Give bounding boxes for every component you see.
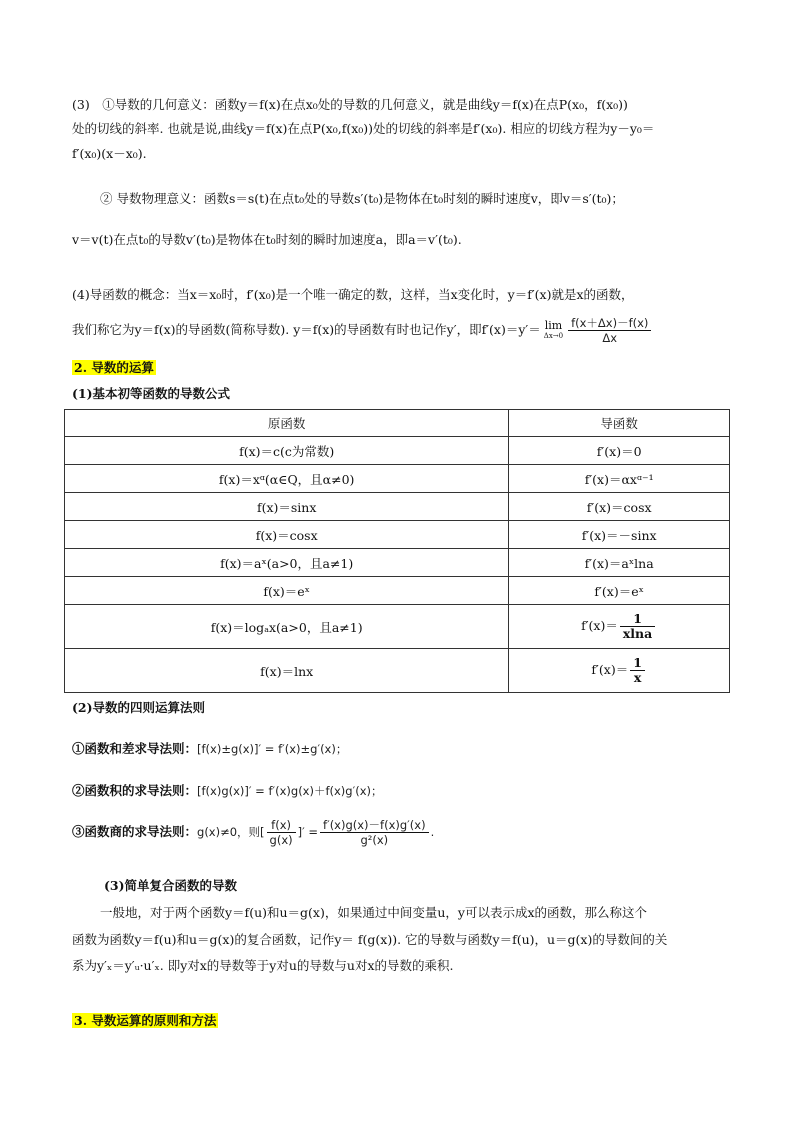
section3-line2: 处的切线的斜率. 也就是说,曲线y＝f(x)在点P(x₀,f(x₀))处的切线的斜率是f′(x₀). 相应的切线方程为y－y₀＝ bbox=[72, 121, 655, 136]
table-cell-derivative-prefix: f′(x)＝ bbox=[591, 662, 629, 677]
table-row bbox=[65, 493, 730, 521]
fraction-numerator: f(x) bbox=[267, 818, 296, 833]
quotient-right-fraction bbox=[320, 818, 429, 847]
section3-line3: f′(x₀)(x－x₀). bbox=[72, 146, 147, 161]
fraction-denominator: x bbox=[633, 670, 642, 685]
table-cell-original: f(x)＝xᵅ(α∈Q，且α≠0) bbox=[65, 465, 509, 493]
table-cell-derivative bbox=[509, 649, 730, 693]
physical-meaning-line2: v＝v(t)在点t₀的导数v′(t₀)是物体在t₀时刻的瞬时加速度a，即a＝v′(t₀). bbox=[72, 232, 462, 247]
table-cell-original: f(x)＝eˣ bbox=[65, 577, 509, 605]
table-cell-derivative: f′(x)＝cosx bbox=[509, 493, 730, 521]
subheading-arithmetic-rules: (2)导数的四则运算法则 bbox=[72, 700, 206, 715]
physical-meaning-line1: ② 导数物理意义：函数s＝s(t)在点t₀处的导数s′(t₀)是物体在t₀时刻的瞬时速度v，即v＝s′(t₀)； bbox=[100, 191, 624, 206]
section4-line1: (4)导函数的概念：当x＝x₀时，f′(x₀)是一个唯一确定的数，这样，当x变化时，y＝f′(x)就是x的函数， bbox=[72, 287, 634, 302]
fraction-denominator: xlna bbox=[622, 626, 653, 641]
table-cell-original: f(x)＝c(c为常数) bbox=[65, 437, 509, 465]
section4-line2-text: 我们称它为y＝f(x)的导函数(简称导数). y＝f(x)的导函数有时也记作y′，即f′(x)＝y′＝ bbox=[72, 322, 541, 337]
fraction-numerator: f′(x)g(x)－f(x)g′(x) bbox=[320, 818, 429, 833]
table-header-row bbox=[65, 410, 730, 437]
table-cell-derivative: f′(x)＝αxᵅ⁻¹ bbox=[509, 465, 730, 493]
table-row bbox=[65, 649, 730, 693]
rule-sum-label: ①函数和差求导法则： bbox=[72, 741, 198, 756]
rule-sum-expression: [f(x)±g(x)]′ = f′(x)±g′(x)； bbox=[197, 742, 348, 756]
table-cell-derivative: f′(x)＝－sinx bbox=[509, 521, 730, 549]
table-cell-derivative: f′(x)＝0 bbox=[509, 437, 730, 465]
fraction-numerator: 1 bbox=[620, 612, 655, 627]
table-cell-original: f(x)＝aˣ(a>0，且a≠1) bbox=[65, 549, 509, 577]
table-row bbox=[65, 549, 730, 577]
rule-product-expression: [f(x)g(x)]′ = f′(x)g(x)＋f(x)g′(x)； bbox=[197, 784, 383, 798]
heading-section-3-text: 3. 导数运算的原则和方法 bbox=[74, 1013, 217, 1028]
rule-sum-difference bbox=[72, 738, 732, 760]
lim-word: lim bbox=[544, 318, 563, 332]
table-header-derivative: 导函数 bbox=[509, 410, 730, 437]
table-row bbox=[65, 521, 730, 549]
table-cell-original: f(x)＝logₐx(a>0，且a≠1) bbox=[65, 605, 509, 649]
fraction-one-over-x bbox=[630, 656, 645, 685]
rule-product bbox=[72, 780, 732, 802]
rule-quotient-label: ③函数商的求导法则： bbox=[72, 824, 198, 839]
lim-subscript: Δx→0 bbox=[543, 331, 564, 340]
table-row bbox=[65, 605, 730, 649]
table-row bbox=[65, 437, 730, 465]
table-cell-original: f(x)＝sinx bbox=[65, 493, 509, 521]
table-cell-derivative-prefix: f′(x)＝ bbox=[581, 618, 618, 633]
difference-quotient-denominator: Δx bbox=[602, 331, 618, 345]
table-cell-derivative bbox=[509, 605, 730, 649]
heading-section-2 bbox=[72, 357, 732, 379]
subheading-basic-formulas: (1)基本初等函数的导数公式 bbox=[72, 386, 231, 401]
derivative-formula-table bbox=[64, 409, 730, 693]
table-cell-original: f(x)＝lnx bbox=[65, 649, 509, 693]
table-cell-derivative: f′(x)＝aˣlna bbox=[509, 549, 730, 577]
difference-quotient-numerator: f(x＋Δx)－f(x) bbox=[568, 316, 651, 331]
composite-line1: 一般地，对于两个函数y＝f(u)和u＝g(x)，如果通过中间变量u，y可以表示成x的函数，那么称这个 bbox=[100, 905, 648, 920]
rule-product-label: ②函数积的求导法则： bbox=[72, 783, 198, 798]
fraction-one-over-xlna bbox=[620, 612, 655, 641]
section3-line1: (3) ①导数的几何意义：函数y＝f(x)在点x₀处的导数的几何意义，就是曲线y＝f(x)在点P(x₀，f(x₀)) bbox=[72, 97, 628, 112]
fraction-denominator: g²(x) bbox=[360, 833, 389, 847]
table-cell-original: f(x)＝cosx bbox=[65, 521, 509, 549]
table-row bbox=[65, 465, 730, 493]
difference-quotient bbox=[568, 316, 651, 345]
fraction-numerator: 1 bbox=[630, 656, 645, 671]
fraction-denominator: g(x) bbox=[269, 833, 293, 847]
rule-quotient bbox=[72, 818, 732, 847]
heading-section-3 bbox=[72, 1010, 732, 1032]
rule-quotient-condition: g(x)≠0，则[ bbox=[197, 825, 265, 839]
table-row bbox=[65, 577, 730, 605]
quotient-left-fraction bbox=[267, 818, 296, 847]
table-header-original: 原函数 bbox=[65, 410, 509, 437]
limit-operator bbox=[543, 318, 564, 341]
table-cell-derivative: f′(x)＝eˣ bbox=[509, 577, 730, 605]
composite-line2: 函数为函数y＝f(u)和u＝g(x)的复合函数，记作y＝ f(g(x)). 它的导数与函数y＝f(u)，u＝g(x)的导数间的关 bbox=[72, 932, 668, 947]
rule-quotient-equals: ]′ = bbox=[297, 825, 319, 839]
subheading-composite: (3)简单复合函数的导数 bbox=[104, 878, 238, 893]
composite-line3: 系为y′ₓ＝y′ᵤ·u′ₓ. 即y对x的导数等于y对u的导数与u对x的导数的乘积. bbox=[72, 958, 454, 973]
heading-section-2-text: 2. 导数的运算 bbox=[74, 360, 154, 375]
rule-quotient-period: . bbox=[430, 825, 435, 839]
section4-line2 bbox=[72, 316, 732, 345]
